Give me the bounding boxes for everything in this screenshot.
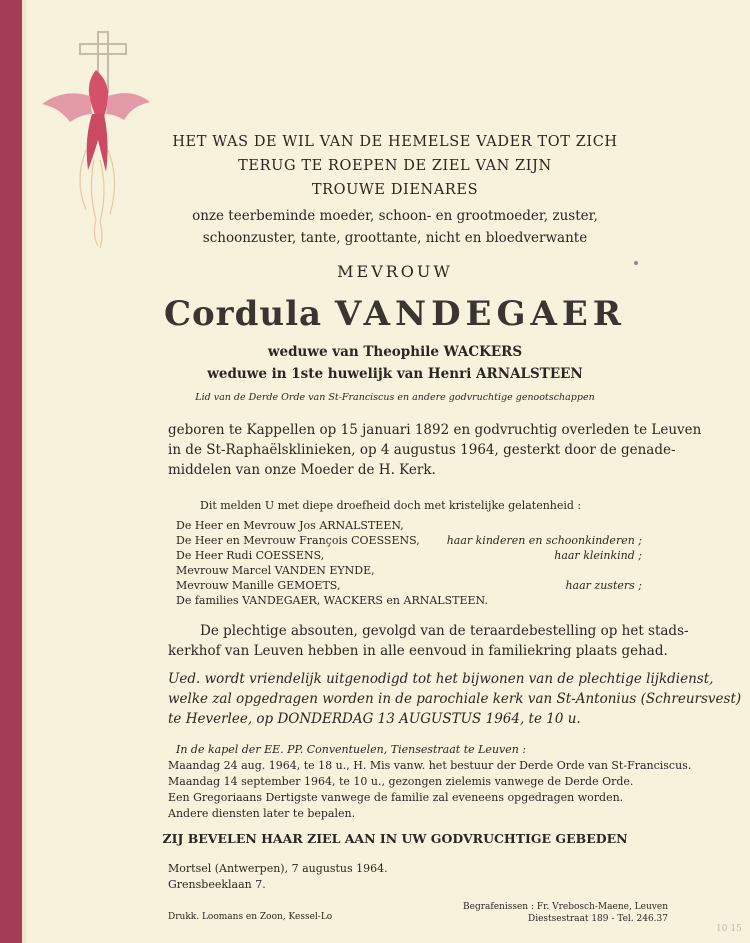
birth-death-line-1: geboren te Kappellen op 15 januari 1892 en godvruchtig overleden te Leuven — [168, 422, 702, 438]
widow-line-1: weduwe van Theophile WACKERS — [267, 344, 523, 360]
heading-line-2: TERUG TE ROEPEN DE ZIEL VAN ZIJN — [238, 158, 552, 174]
relations-line-1: onze teerbeminde moeder, schoon- en grootmoeder, zuster, — [192, 208, 598, 224]
family-member: Mevrouw Manille GEMOETS, — [176, 579, 341, 592]
family-member: De Heer en Mevrouw François COESSENS, — [176, 534, 420, 547]
dove-icon — [42, 70, 150, 172]
ink-speck — [634, 261, 638, 265]
invitation-line-3: te Heverlee, op DONDERDAG 13 AUGUSTUS 1964, te 10 u. — [168, 711, 581, 727]
heading-line-3: TROUWE DIENARES — [311, 182, 479, 198]
family-member: Mevrouw Marcel VANDEN EYNDE, — [176, 564, 375, 577]
birth-death-line-2: in de St-Raphaëlsklinieken, op 4 augustus 1964, gesterkt door de genade- — [168, 442, 676, 458]
widow-line-2: weduwe in 1ste huwelijk van Henri ARNALSTEEN — [207, 366, 583, 382]
heading-line-1: HET WAS DE WIL VAN DE HEMELSE VADER TOT ZICH — [172, 134, 618, 150]
relations-line-2: schoonzuster, tante, groottante, nicht en bloedverwante — [202, 230, 588, 246]
birth-death-line-3: middelen van onze Moeder de H. Kerk. — [168, 462, 436, 478]
last-name: VANDEGAER — [334, 294, 627, 334]
address-line-1: Mortsel (Antwerpen), 7 augustus 1964. — [168, 862, 388, 875]
absolution-line-1: De plechtige absouten, gevolgd van de teraardebestelling op het stads- — [200, 623, 689, 639]
closing-line: ZIJ BEVELEN HAAR ZIEL AAN IN UW GODVRUCHTIGE GEBEDEN — [162, 831, 628, 846]
title-mevrouw: MEVROUW — [337, 262, 453, 281]
announcement-line: Dit melden U met diepe droefheid doch met kristelijke gelatenheid : — [200, 499, 582, 512]
family-relation: haar kinderen en schoonkinderen ; — [446, 534, 642, 547]
deceased-name — [0, 294, 750, 334]
family-relation: haar zusters ; — [565, 579, 642, 592]
funeral-home-line-2: Diestsestraat 189 - Tel. 246.37 — [527, 914, 668, 924]
funeral-home-line-1: Begrafenissen : Fr. Vrebosch-Maene, Leuven — [463, 902, 668, 912]
mass-line: Een Gregoriaans Dertigste vanwege de familie zal eveneens opgedragen worden. — [168, 791, 624, 804]
corner-mark: 10 15 — [716, 924, 742, 934]
mass-line: Maandag 24 aug. 1964, te 18 u., H. Mis vanw. het bestuur der Derde Orde van St-Franciscus. — [168, 759, 692, 772]
member-line: Lid van de Derde Orde van St-Franciscus en andere godvruchtige genootschappen — [195, 392, 595, 403]
chapel-line: In de kapel der EE. PP. Conventuelen, Tiensestraat te Leuven : — [176, 743, 527, 756]
family-relation: haar kleinkind ; — [554, 549, 642, 562]
first-name: Cordula — [163, 294, 323, 334]
address-line-2: Grensbeeklaan 7. — [168, 878, 266, 891]
invitation-line-1: Ued. wordt vriendelijk uitgenodigd tot het bijwonen van de plechtige lijkdienst, — [168, 671, 714, 687]
mass-line: Maandag 14 september 1964, te 10 u., gezongen zielemis vanwege de Derde Orde. — [168, 775, 634, 788]
family-member: De Heer Rudi COESSENS, — [176, 549, 325, 562]
mass-line: Andere diensten later te bepalen. — [168, 807, 356, 820]
family-member: De Heer en Mevrouw Jos ARNALSTEEN, — [176, 519, 404, 532]
invitation-line-2: welke zal opgedragen worden in de parochiale kerk van St-Antonius (Schreursvest) — [168, 691, 742, 707]
family-member: De families VANDEGAER, WACKERS en ARNALSTEEN. — [176, 594, 488, 607]
absolution-line-2: kerkhof van Leuven hebben in alle eenvoud in familiekring plaats gehad. — [168, 643, 668, 659]
printer-credit: Drukk. Loomans en Zoon, Kessel-Lo — [168, 912, 333, 922]
